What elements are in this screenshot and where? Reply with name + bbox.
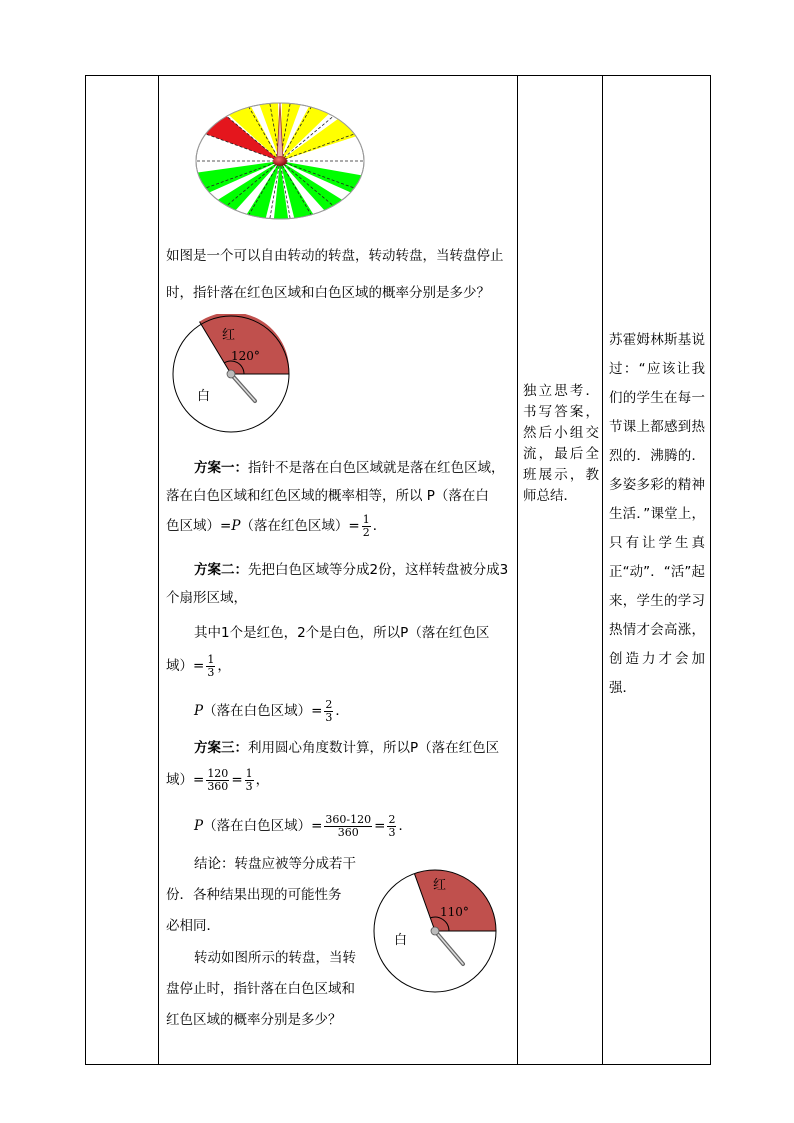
fraction-120-over-360: $\frac{120}{360}$ (207, 766, 229, 793)
plan1-line1: 方案一：指针不是落在白色区域就是落在红色区域， (194, 460, 505, 476)
activity-column (518, 76, 603, 1065)
question2-line2: 盘停止时，指针落在白色区域和 (166, 981, 355, 997)
student-activity-text: 独立思考．书写答案，然后小组交流，最后全班展示，教师总结． (523, 383, 599, 504)
dial2-figure (373, 869, 499, 997)
fraction-one-half: $\frac{1}{2}$ (362, 512, 370, 539)
content-column (159, 76, 518, 1065)
plan2-line5: P（落在白色区域）= $\frac{2}{3}$ ． (194, 697, 349, 724)
plan2-line3: 其中1个是红色，2个是白色，所以P（落在红色区 (194, 625, 490, 641)
fraction-two-thirds: $\frac{2}{3}$ (325, 697, 333, 724)
question2-line1: 转动如图所示的转盘，当转 (194, 950, 356, 966)
conclusion-line1: 结论：转盘应被等分成若干 (194, 856, 356, 872)
dial1-figure (171, 314, 293, 439)
plan2-line4: 域）= $\frac{1}{3}$ ， (166, 652, 231, 679)
plan2-line1: 方案二：先把白色区域等分成2份，这样转盘被分成3 (194, 562, 509, 578)
question1-line1: 如图是一个可以自由转动的转盘，转动转盘，当转盘停止 (166, 248, 504, 264)
dial2-angle-label: 110° (440, 905, 469, 919)
fraction-two-thirds-b: $\frac{2}{3}$ (388, 812, 396, 839)
fraction-one-third: $\frac{1}{3}$ (207, 652, 215, 679)
plan3-line2: 域）= $\frac{120}{360}$ = $\frac{1}{3}$ ， (166, 766, 270, 793)
fraction-240-over-360: $\frac{360-120}{360}$ (325, 812, 372, 839)
fraction-one-third-b: $\frac{1}{3}$ (245, 766, 253, 793)
plan2-line2: 个扇形区域， (166, 590, 247, 606)
dial2-red-label: 红 (433, 878, 447, 893)
dial1-white-label: 白 (197, 389, 211, 404)
dial2-white-label: 白 (394, 933, 408, 948)
dial1-angle-label: 120° (231, 349, 260, 363)
dial1-red-label: 红 (222, 328, 236, 343)
question1-line2: 时，指针落在红色区域和白色区域的概率分别是多少？ (166, 285, 490, 301)
plan3-line1: 方案三：利用圆心角度数计算，所以P（落在红色区 (194, 740, 500, 756)
spinner-hub (273, 156, 287, 166)
spinner-wheel-figure (194, 101, 366, 229)
plan1-line2: 落在白色区域和红色区域的概率相等，所以 P（落在白 (166, 488, 489, 504)
plan1-line3: 色区域）=P（落在红色区域）= $\frac{1}{2}$ ． (166, 512, 387, 539)
dial2-red-sector (415, 870, 497, 931)
lesson-table (85, 75, 711, 1065)
design-intent-text: 苏霍姆林斯基说过：“应该让我们的学生在每一节课上都感到热烈的．沸腾的．多姿多彩的精神生活．”课堂上，只有让学生真正“动”．“活”起来，学生的学习热情才会高涨，创造力才会加强． (609, 332, 705, 696)
question2-line3: 红色区域的概率分别是多少？ (166, 1012, 342, 1028)
plan3-line3: P（落在白色区域）= $\frac{360-120}{360}$ = $\frac{2}{3}$ ． (194, 812, 412, 839)
conclusion-line2: 份．各种结果出现的可能性务 (166, 887, 342, 903)
design-intent-column (603, 76, 711, 1065)
empty-column (86, 76, 159, 1065)
conclusion-line3: 必相同． (166, 918, 220, 934)
